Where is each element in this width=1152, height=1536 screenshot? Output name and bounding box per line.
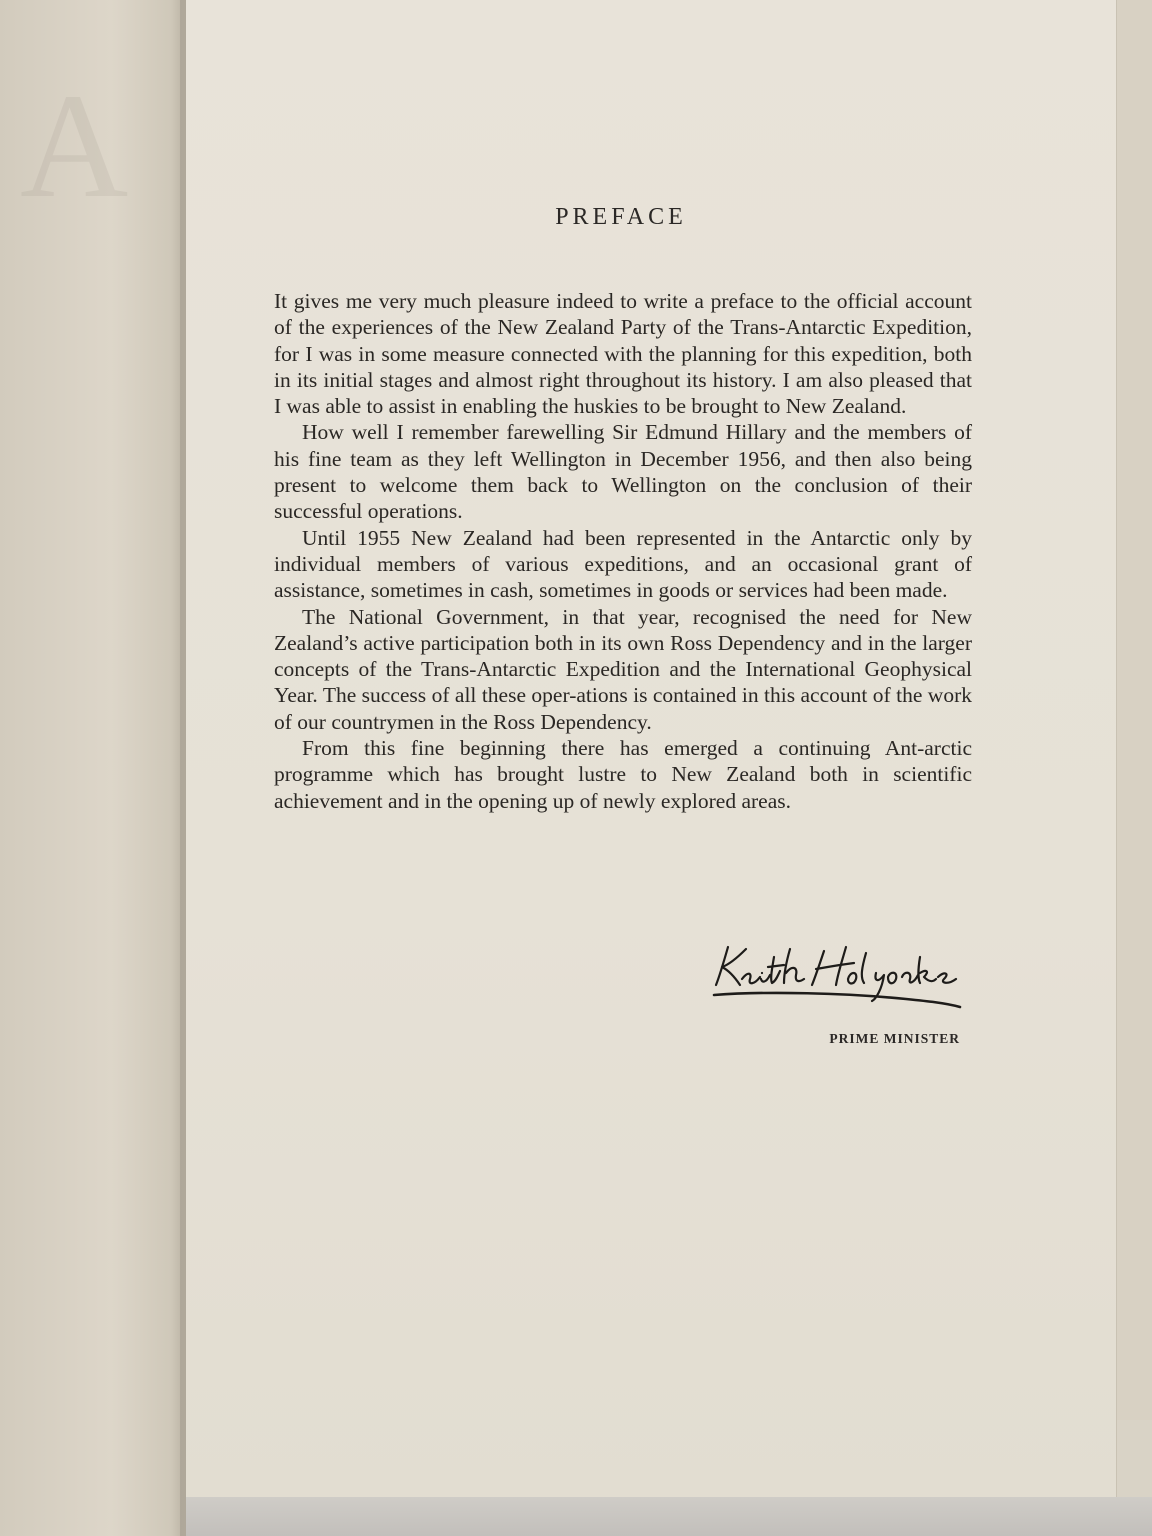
paragraph-5: From this fine beginning there has emerged a continuing Ant-arctic programme which has brought lustre to New Zealand both in scientific achievement and in the opening up of newly explored areas.: [274, 736, 972, 813]
paragraph-4: The National Government, in that year, recognised the need for New Zealand’s active participation both in its own Ross Dependency and in the larger concepts of the Trans-Antarctic Expedition and the International Geophysical Year. The success of all these oper-ations is contained in this account of the work of our countrymen in the Ross Dependency.: [274, 604, 972, 734]
table-surface: [186, 1497, 1152, 1536]
paragraph-1: It gives me very much pleasure indeed to write a preface to the official account of the experiences of the New Zealand Party of the Trans-Antarctic Expedition, for I was in some measure connected with the planning for this expedition, both in its initial stages and almost right throughout its history. I am also pleased that I was able to assist in enabling the huskies to be brought to New Zealand.: [274, 289, 972, 419]
signature: [706, 935, 966, 1015]
signatory-title: PRIME MINISTER: [829, 1031, 960, 1046]
paragraph-3: Until 1955 New Zealand had been represented in the Antarctic only by individual members of various expeditions, and an occasional grant of assistance, sometimes in cash, sometimes in goods or services had been made.: [274, 525, 972, 603]
page-edge: [1116, 0, 1152, 1420]
page-title: PREFACE: [555, 204, 687, 230]
facing-page: [0, 0, 186, 1536]
paragraph-2: How well I remember farewelling Sir Edmund Hillary and the members of his fine team as they left Wellington in December 1956, and then also being present to welcome them back to Wellington on the conclusion of their successful operations.: [274, 420, 972, 524]
preface-body: [274, 288, 972, 814]
show-through-letters: A: [20, 63, 135, 229]
